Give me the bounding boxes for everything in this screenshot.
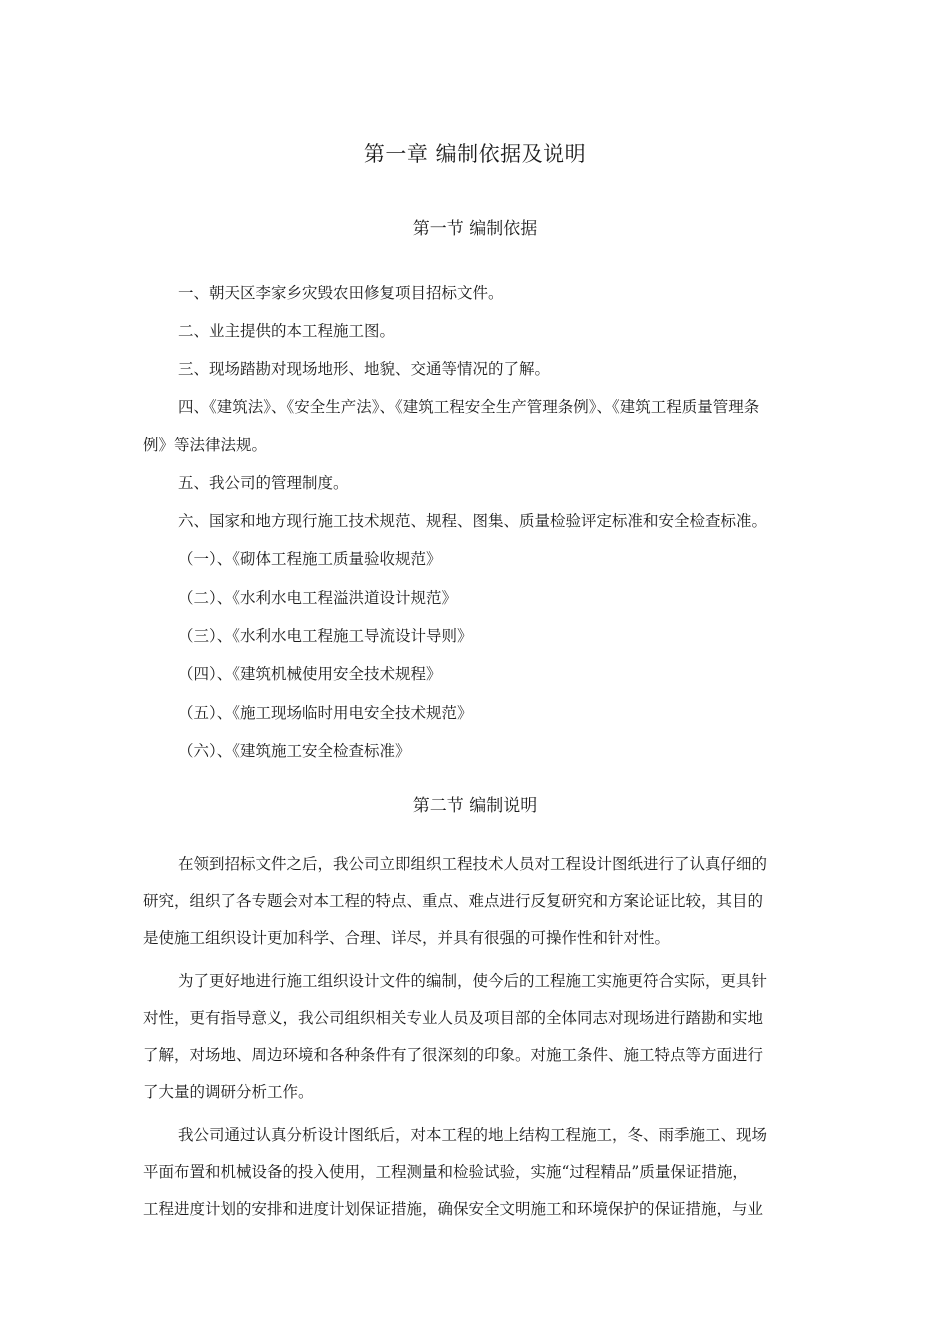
basis-item-3: 三、现场踏勘对现场地形、地貌、交通等情况的了解。	[178, 360, 551, 378]
basis-item-6: 六、国家和地方现行施工技术规范、规程、图集、质量检验评定标准和安全检查标准。	[178, 512, 768, 530]
paragraph-line: 平面布置和机械设备的投入使用，工程测量和检验试验，实施“过程精品”质量保证措施，	[143, 1163, 748, 1181]
paragraph-1	[143, 846, 808, 957]
basis-item-4: 四、《建筑法》、《安全生产法》、《建筑工程安全生产管理条例》、《建筑工程质量管理条	[178, 398, 760, 416]
paragraph-line: 在领到招标文件之后，我公司立即组织工程技术人员对工程设计图纸进行了认真仔细的	[178, 855, 768, 873]
paragraph-2	[143, 963, 808, 1111]
standard-item-5: （五）、《施工现场临时用电安全技术规范》	[178, 704, 473, 722]
paragraph-line: 对性，更有指导意义，我公司组织相关专业人员及项目部的全体同志对现场进行踏勘和实地	[143, 1009, 764, 1027]
section-title-basis: 第一节 编制依据	[412, 219, 538, 239]
paragraph-line: 工程进度计划的安排和进度计划保证措施，确保安全文明施工和环境保护的保证措施，与业	[143, 1200, 764, 1218]
basis-item-5: 五、我公司的管理制度。	[178, 474, 349, 492]
paragraph-line: 我公司通过认真分析设计图纸后，对本工程的地上结构工程施工，冬、雨季施工、现场	[178, 1126, 768, 1144]
standard-item-6: （六）、《建筑施工安全检查标准》	[178, 742, 411, 760]
basis-item-4-continued: 例》等法律法规。	[143, 436, 268, 454]
standard-item-1: （一）、《砌体工程施工质量验收规范》	[178, 550, 442, 568]
standard-item-4: （四）、《建筑机械使用安全技术规程》	[178, 665, 442, 683]
paragraph-line: 为了更好地进行施工组织设计文件的编制，使今后的工程施工实施更符合实际，更具针	[178, 972, 768, 990]
paragraph-3	[143, 1117, 808, 1228]
basis-item-2: 二、业主提供的本工程施工图。	[178, 322, 396, 340]
standard-item-3: （三）、《水利水电工程施工导流设计导则》	[178, 627, 473, 645]
paragraph-line: 是使施工组织设计更加科学、合理、详尽，并具有很强的可操作性和针对性。	[143, 929, 671, 947]
chapter-title: 第一章 编制依据及说明	[363, 142, 587, 166]
paragraph-line: 了大量的调研分析工作。	[143, 1083, 314, 1101]
standard-item-2: （二）、《水利水电工程溢洪道设计规范》	[178, 589, 458, 607]
paragraph-line: 了解，对场地、周边环境和各种条件有了很深刻的印象。对施工条件、施工特点等方面进行	[143, 1046, 764, 1064]
basis-item-1: 一、朝天区李家乡灾毁农田修复项目招标文件。	[178, 284, 504, 302]
paragraph-line: 研究，组织了各专题会对本工程的特点、重点、难点进行反复研究和方案论证比较，其目的	[143, 892, 764, 910]
section-title-explanation: 第二节 编制说明	[412, 796, 538, 816]
